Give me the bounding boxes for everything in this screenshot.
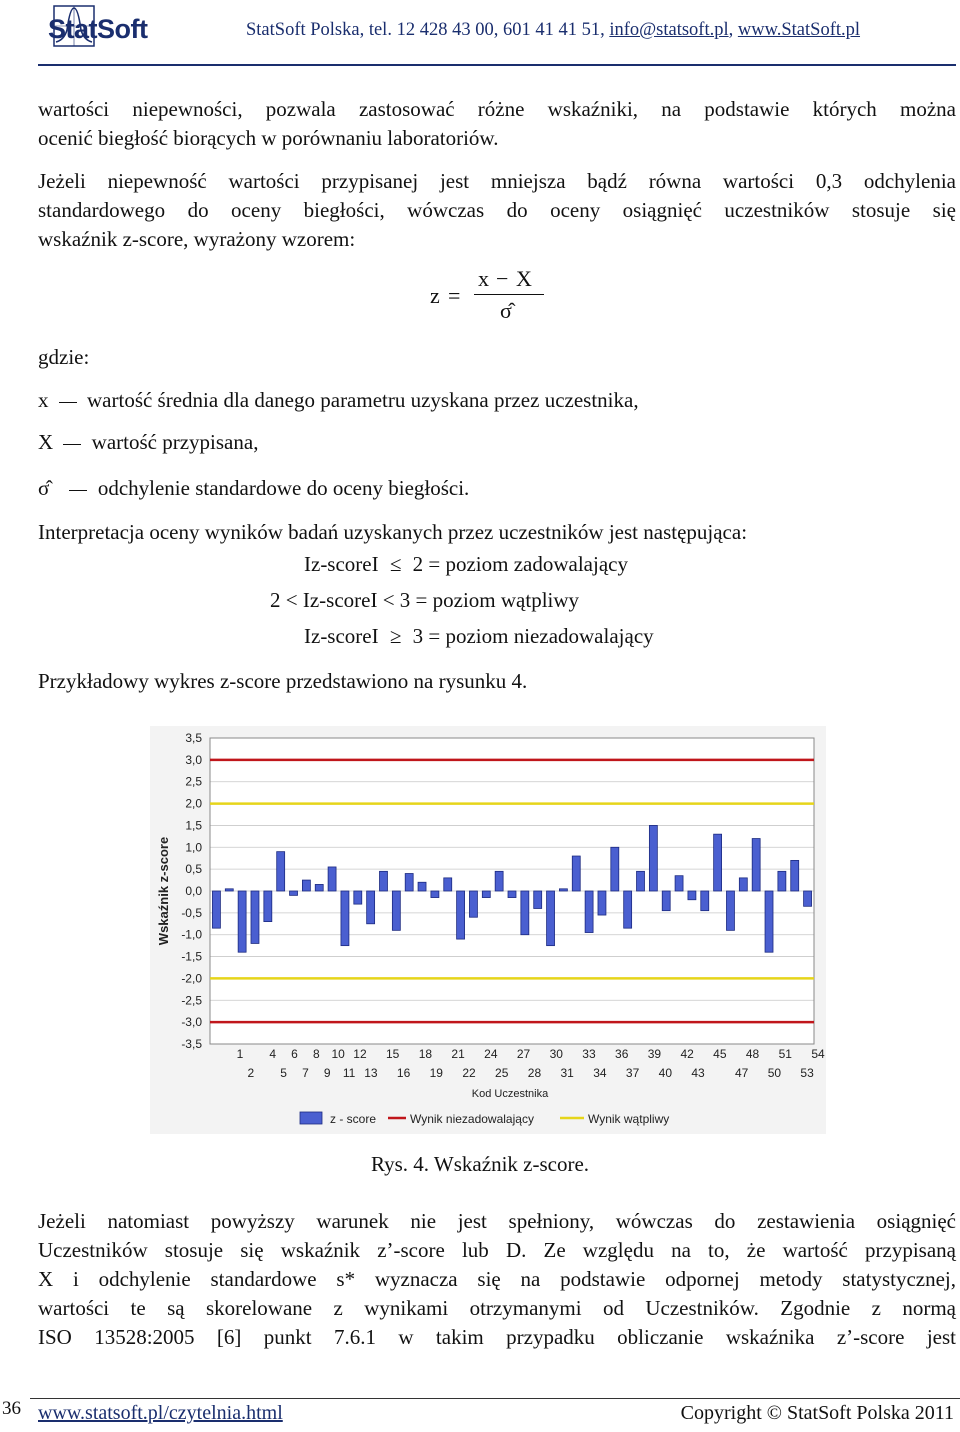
z-score-chart xyxy=(150,726,826,1134)
paragraph-1-line-2: ocenić biegłość biorących w porównaniu laboratoriów. xyxy=(38,126,499,150)
x-axis-label: Kod Uczestnika xyxy=(471,1088,549,1100)
fraction-bar xyxy=(474,294,544,295)
z-score-bar xyxy=(701,891,709,911)
z-score-bar xyxy=(277,852,285,891)
x-tick-label: 16 xyxy=(396,1066,411,1080)
x-tick-label: 15 xyxy=(385,1047,400,1061)
z-score-bar xyxy=(675,876,683,891)
z-score-bar xyxy=(444,878,452,891)
legend-swatch-bars xyxy=(300,1112,322,1124)
z-score-bar xyxy=(726,891,734,930)
z-score-bar xyxy=(559,889,567,891)
page-number: 36 xyxy=(2,1398,21,1419)
z-score-bar xyxy=(688,891,696,900)
y-tick-label: 1,0 xyxy=(185,840,202,855)
x-tick-label: 1 xyxy=(236,1047,244,1061)
cond1-abs: Iz-scoreI xyxy=(304,552,379,576)
z-score-bar xyxy=(290,891,298,895)
interpretation-text: Interpretacja oceny wyników badań uzyskanych przez uczestników jest następująca: xyxy=(38,520,748,544)
y-tick-label: 0,5 xyxy=(185,862,202,877)
z-score-bar xyxy=(418,882,426,891)
z-score-bar xyxy=(521,891,529,935)
cond1-result: 2 = poziom zadowalający xyxy=(412,552,628,576)
y-tick-label: 0,0 xyxy=(185,884,202,898)
cond3-abs: Iz-scoreI xyxy=(304,624,379,648)
z-score-formula xyxy=(430,266,560,330)
z-score-bar xyxy=(495,871,503,891)
z-score-bar xyxy=(212,891,220,928)
z-score-bar xyxy=(791,860,799,891)
definition-X-text: wartość przypisana, xyxy=(91,430,259,454)
gdzie-label: gdzie: xyxy=(38,345,90,369)
header-separator: , xyxy=(728,20,738,40)
z-score-bar xyxy=(302,880,310,891)
definition-sigma-text: odchylenie standardowe do oceny biegłości. xyxy=(97,476,470,500)
paragraph-3-line-4: wartości te są skorelowane z wynikami otrzymanymi od Uczestników. Zgodnie z normą xyxy=(38,1296,956,1320)
z-score-bar xyxy=(238,891,246,952)
x-tick-label: 37 xyxy=(625,1066,640,1080)
z-score-bar xyxy=(380,871,388,891)
z-score-bar xyxy=(225,889,233,891)
y-tick-label: -1,0 xyxy=(181,927,202,942)
paragraph-3-line-1: Jeżeli natomiast powyższy warunek nie jest spełniony, wówczas do zestawienia osiągnięć xyxy=(38,1209,956,1233)
definition-X xyxy=(38,430,258,455)
x-tick-label: 31 xyxy=(560,1066,574,1080)
z-score-bar xyxy=(598,891,606,915)
y-tick-label: -2,5 xyxy=(181,993,202,1008)
z-score-bar xyxy=(341,891,349,946)
x-tick-label: 7 xyxy=(302,1066,309,1080)
z-score-bar xyxy=(315,884,323,891)
cond2-result: < 3 = poziom wątpliwy xyxy=(377,588,580,612)
x-tick-label: 34 xyxy=(593,1066,607,1080)
paragraph-3-line-3: X i odchylenie standardowe s* wyznacza się na podstawie odpornej metody statystycznej, xyxy=(38,1267,956,1291)
x-tick-label: 30 xyxy=(549,1047,563,1061)
x-tick-label: 4 xyxy=(269,1047,277,1061)
z-score-bar xyxy=(534,891,542,908)
y-tick-label: 3,5 xyxy=(185,731,202,745)
definition-x-symbol: x xyxy=(38,388,49,412)
x-tick-label: 10 xyxy=(331,1047,345,1061)
y-tick-label: -3,5 xyxy=(181,1037,202,1051)
x-tick-label: 11 xyxy=(342,1066,356,1080)
paragraph-1-line-1: wartości niepewności, pozwala zastosować różne wskaźniki, na podstawie których można xyxy=(38,97,956,121)
x-tick-label: 36 xyxy=(615,1047,629,1061)
paragraph-3-line-5: ISO 13528:2005 [6] punkt 7.6.1 w takim przypadku obliczanie wskaźnika z’-score jest xyxy=(38,1325,956,1349)
z-score-bar xyxy=(547,891,555,946)
example-text: Przykładowy wykres z-score przedstawiono na rysunku 4. xyxy=(38,669,528,693)
z-score-bar xyxy=(457,891,465,939)
cond3-op: ≥ xyxy=(389,624,402,648)
z-score-bar xyxy=(765,891,773,952)
x-tick-label: 24 xyxy=(484,1047,498,1061)
condition-questionable xyxy=(270,588,579,613)
dash xyxy=(63,444,81,445)
z-score-bar xyxy=(739,878,747,891)
condition-satisfactory xyxy=(304,552,628,577)
x-tick-label: 8 xyxy=(312,1047,320,1061)
cond2-abs: Iz-scoreI xyxy=(302,588,378,612)
email-link[interactable]: info@statsoft.pl xyxy=(609,20,729,40)
z-score-bar xyxy=(431,891,439,898)
formula-lhs: z xyxy=(430,283,440,308)
x-tick-label: 43 xyxy=(691,1066,705,1080)
z-score-bar xyxy=(649,825,657,891)
cond3-result: 3 = poziom niezadowalający xyxy=(412,624,654,648)
definition-x xyxy=(38,388,639,413)
z-score-bar xyxy=(469,891,477,917)
z-score-bar xyxy=(611,847,619,891)
x-tick-label: 2 xyxy=(247,1066,255,1080)
x-tick-label: 53 xyxy=(800,1066,814,1080)
cond2-lower: 2 < xyxy=(270,588,303,612)
x-tick-label: 54 xyxy=(811,1047,825,1061)
y-tick-label: 3,0 xyxy=(185,752,202,767)
paragraph-2-line-3: wskaźnik z-score, wyrażony wzorem: xyxy=(38,227,356,251)
paragraph-2-line-1: Jeżeli niepewność wartości przypisanej jest mniejsza bądź równa wartości 0,3 odchylenia xyxy=(38,169,956,193)
z-score-bar xyxy=(251,891,259,943)
paragraph-2-line-2: standardowego do oceny biegłości, wówczas do oceny osiągnięć uczestników stosuje się xyxy=(38,198,956,222)
y-tick-label: -2,0 xyxy=(181,971,202,986)
website-link[interactable]: www.StatSoft.pl xyxy=(737,20,861,40)
legend-label-questionable: Wynik wątpliwy xyxy=(588,1112,670,1126)
header-contact-text: StatSoft Polska, tel. 12 428 43 00, 601 41 41 51, xyxy=(246,20,610,40)
footer-divider xyxy=(30,1398,960,1399)
x-tick-label: 50 xyxy=(767,1066,782,1080)
z-score-bar xyxy=(585,891,593,933)
x-tick-label: 5 xyxy=(280,1066,287,1080)
x-tick-label: 6 xyxy=(291,1047,298,1061)
definition-sigma-symbol: σ̂ xyxy=(38,476,50,500)
cond1-op: ≤ xyxy=(389,552,402,576)
formula-equals: = xyxy=(448,283,461,308)
y-axis-label: Wskaźnik z-score xyxy=(156,836,171,946)
footer-link[interactable]: www.statsoft.pl/czytelnia.html xyxy=(38,1402,283,1424)
x-tick-label: 45 xyxy=(713,1047,727,1061)
legend-label-unsatisfactory: Wynik niezadowalający xyxy=(410,1112,534,1126)
y-tick-label: -1,5 xyxy=(181,949,202,964)
dash xyxy=(59,402,77,403)
x-tick-label: 21 xyxy=(451,1047,465,1061)
z-score-bar xyxy=(714,834,722,891)
y-tick-label: -3,0 xyxy=(181,1015,202,1030)
dash xyxy=(69,490,87,491)
x-tick-label: 42 xyxy=(680,1047,694,1061)
x-tick-label: 25 xyxy=(495,1066,509,1080)
y-tick-label: 1,5 xyxy=(185,818,202,833)
z-score-bar xyxy=(482,891,490,898)
z-score-bar xyxy=(778,871,786,891)
x-tick-label: 48 xyxy=(745,1047,760,1061)
x-tick-label: 28 xyxy=(527,1066,542,1080)
z-score-bar xyxy=(264,891,272,922)
formula-minus: − xyxy=(496,266,509,291)
z-score-bar xyxy=(354,891,362,904)
header-divider xyxy=(38,64,956,66)
z-score-bar xyxy=(752,839,760,891)
x-tick-label: 22 xyxy=(462,1066,476,1080)
x-tick-label: 39 xyxy=(647,1047,662,1061)
z-score-bar xyxy=(508,891,516,898)
condition-unsatisfactory xyxy=(304,624,654,649)
x-tick-label: 47 xyxy=(734,1066,749,1080)
z-score-bar xyxy=(662,891,670,911)
x-tick-label: 27 xyxy=(516,1047,531,1061)
x-tick-label: 18 xyxy=(418,1047,433,1061)
z-score-bar xyxy=(392,891,400,930)
x-tick-label: 40 xyxy=(658,1066,673,1080)
figure-caption: Rys. 4. Wskaźnik z-score. xyxy=(370,1152,590,1176)
z-score-bar xyxy=(637,871,645,891)
definition-sigma xyxy=(38,476,469,501)
x-tick-label: 13 xyxy=(364,1066,378,1080)
formula-num-x: x xyxy=(478,266,489,291)
z-score-bar xyxy=(624,891,632,928)
z-score-bar xyxy=(367,891,375,924)
z-score-bar xyxy=(572,856,580,891)
x-tick-label: 19 xyxy=(429,1066,443,1080)
chart-svg xyxy=(150,726,826,1134)
definition-x-text: wartość średnia dla danego parametru uzyskana przez uczestnika, xyxy=(87,388,639,412)
definition-X-symbol: X xyxy=(38,430,54,454)
y-tick-label: -0,5 xyxy=(181,905,202,920)
z-score-bar xyxy=(405,874,413,891)
x-tick-label: 51 xyxy=(778,1047,792,1061)
z-score-bar xyxy=(804,891,812,906)
page-header xyxy=(0,0,960,72)
x-tick-label: 33 xyxy=(582,1047,596,1061)
formula-num-X: X xyxy=(516,266,532,291)
copyright-text: Copyright © StatSoft Polska 2011 xyxy=(680,1402,954,1424)
x-tick-label: 12 xyxy=(353,1047,367,1061)
logo-text: StatSoft xyxy=(48,14,148,44)
paragraph-3-line-2: Uczestników stosuje się wskaźnik z’-score lub D. Ze względu na to, że wartość przypisaną xyxy=(38,1238,956,1262)
y-tick-label: 2,0 xyxy=(185,796,202,811)
y-tick-label: 2,5 xyxy=(185,774,202,789)
legend-label-zscore: z - score xyxy=(330,1112,377,1126)
formula-denominator: σ̂ xyxy=(500,298,512,323)
z-score-bar xyxy=(328,867,336,891)
header-contact xyxy=(246,20,860,41)
x-tick-label: 9 xyxy=(323,1066,331,1080)
